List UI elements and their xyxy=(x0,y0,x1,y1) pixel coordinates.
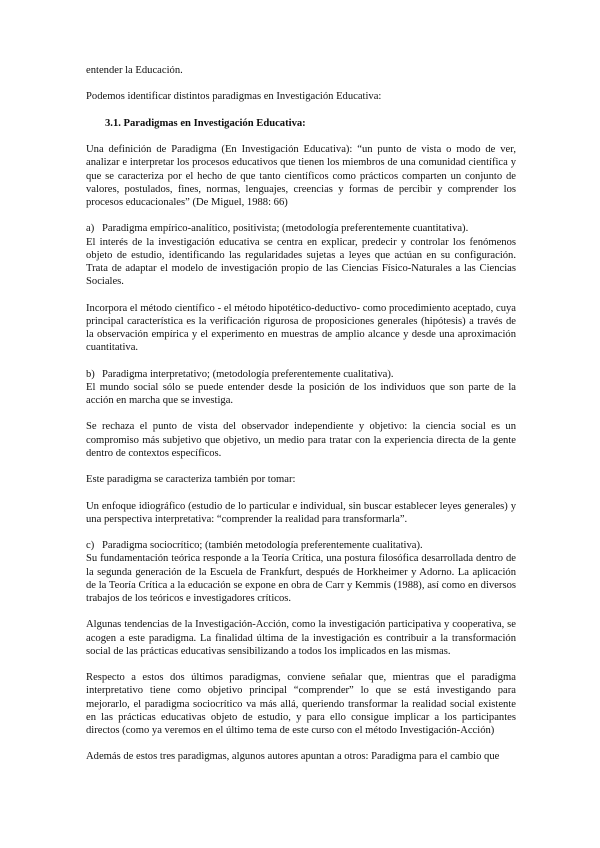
paragraph: Este paradigma se caracteriza también por tomar: xyxy=(86,474,296,486)
section-heading: 3.1. Paradigmas en Investigación Educativa: xyxy=(105,117,306,129)
paragraph: Se rechaza el punto de vista del observador independiente y objetivo: la ciencia social es un compromiso más subjetivo que objetivo, un medio para tratar con la experiencia directa de la gente dentro de contextos específicos. xyxy=(86,421,516,459)
paragraph: Podemos identificar distintos paradigmas en Investigación Educativa: xyxy=(86,91,382,103)
list-item-c xyxy=(86,539,516,552)
list-item-text: Paradigma empírico-analítico, positivista; (metodología preferentemente cuantitativa). xyxy=(102,223,469,235)
document-page xyxy=(86,64,516,764)
paragraph: Respecto a estos dos últimos paradigmas, conviene señalar que, mientras que el paradigma interpretativo tiene como objetivo principal “comprender” lo que se está investigando para mejorarlo, el paradigma sociocrítico va más allá, queriendo transformar la realidad social existente en las prácticas educativas objeto de estudio, y para ello consigue implicar a los participantes directos (como ya veremos en el último tema de este curso con el método Investigación-Acción) xyxy=(86,672,516,736)
paragraph: El mundo social sólo se puede entender desde la posición de los individuos que son parte de la acción en marcha que se investiga. xyxy=(86,381,516,406)
list-item-label: b) xyxy=(86,368,95,380)
paragraph: El interés de la investigación educativa se centra en explicar, predecir y controlar los fenómenos objeto de estudio, identificando las regularidades sujetas a leyes que actúan en su configuración. Trata de adaptar el modelo de investigación propio de las Ciencias Físico-Naturales a las Ciencias Sociales. xyxy=(86,236,516,288)
list-item-label: a) xyxy=(86,223,95,235)
paragraph: entender la Educación. xyxy=(86,65,183,76)
list-item-text: Paradigma interpretativo; (metodología preferentemente cualitativa). xyxy=(102,368,394,380)
paragraph: Incorpora el método científico - el método hipotético-deductivo- como procedimiento aceptado, cuya principal característica es la verificación rigurosa de proposiciones generales (hipótesis) a través de la observación empírica y el experimento en muestras de amplio alcance y desde una aproximación cuantitativa. xyxy=(86,302,516,354)
paragraph: Un enfoque idiográfico (estudio de lo particular e individual, sin buscar establecer leyes generales) y una perspectiva interpretativa: “comprender la realidad para transformarla”. xyxy=(86,500,516,525)
list-item-a xyxy=(86,222,516,235)
list-item-text: Paradigma sociocrítico; (también metodología preferentemente cualitativa). xyxy=(102,540,423,552)
paragraph: Además de estos tres paradigmas, algunos autores apuntan a otros: Paradigma para el cambio que xyxy=(86,751,500,763)
paragraph: Algunas tendencias de la Investigación-Acción, como la investigación participativa y cooperativa, se acogen a este paradigma. La finalidad última de la investigación es contribuir a la transformación social de las prácticas educativas sensibilizando a todos los implicados en las mismas. xyxy=(86,619,516,657)
list-item-b xyxy=(86,368,516,381)
definition-paragraph: Una definición de Paradigma (En Investigación Educativa): “un punto de vista o modo de ver, analizar e interpretar los procesos educativos que tienen los miembros de una comunidad científica y que se caracteriza por el hecho de que tanto científicos como prácticos comparten un conjunto de valores, postulados, fines, normas, lenguajes, creencias y formas de percibir y comprender los procesos educacionales” (De Miguel, 1988: 66) xyxy=(86,144,516,208)
paragraph: Su fundamentación teórica responde a la Teoría Crítica, una postura filosófica desarrollada dentro de la segunda generación de la Escuela de Frankfurt, después de Horkheimer y Adorno. La aplicación de la Teoría Crítica a la educación se expone en obra de Carr y Kemmis (1988), así como en diversos trabajos de los teóricos e investigadores críticos. xyxy=(86,553,516,604)
list-item-label: c) xyxy=(86,540,95,552)
